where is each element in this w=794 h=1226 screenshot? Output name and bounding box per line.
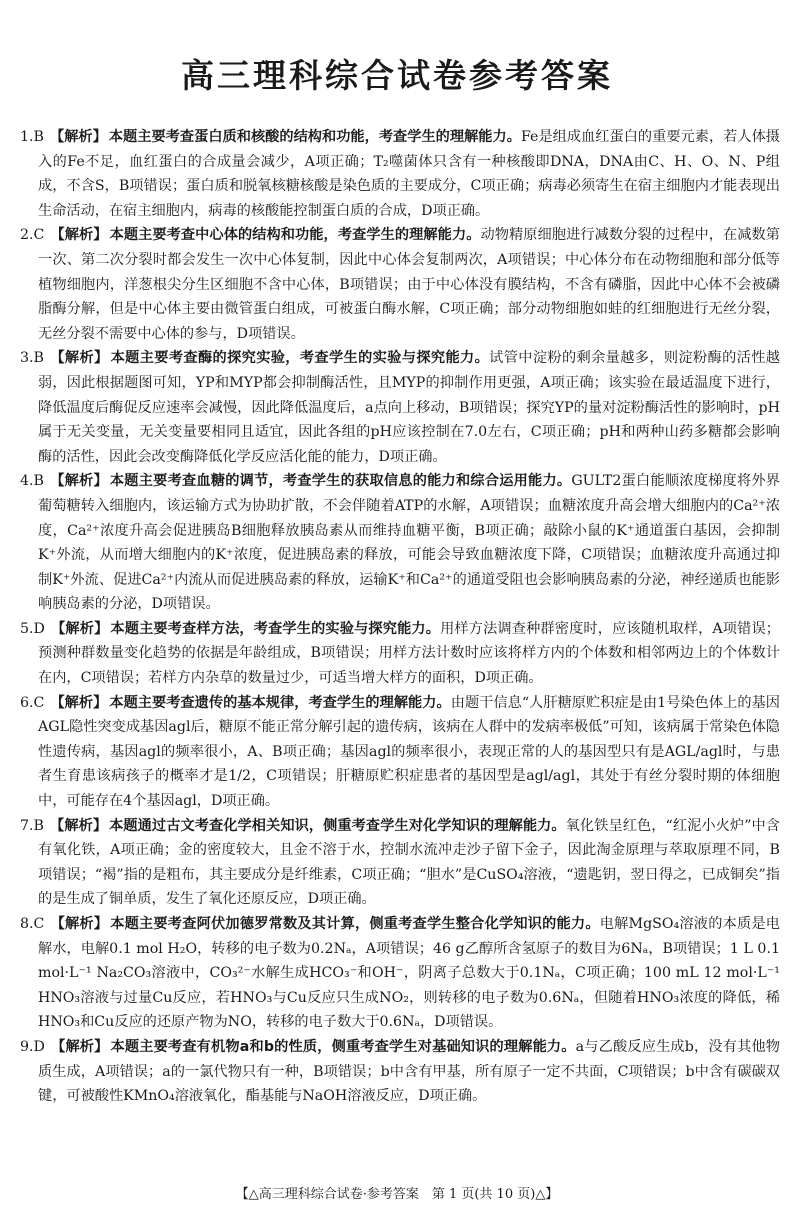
answer-number: 7.B (20, 817, 44, 834)
answer-item-3 (20, 346, 780, 469)
analysis-body: GULT2蛋白能顺浓度梯度将外界葡萄糖转入细胞内，该运输方式为协助扩散，不会伴随着ATP的水解，A项错误；血糖浓度升高会增大细胞内的Ca²⁺浓度，Ca²⁺浓度升高会促进胰岛B细胞释放胰岛素从而维持血糖平衡，B项正确；敲除小鼠的K⁺通道蛋白基因，会抑制K⁺外流，从而增大细胞内的K⁺浓度，促进胰岛素的释放，可能会导致血糖浓度下降，C项错误；血糖浓度升高通过抑制K⁺外流、促进Ca²⁺内流从而促进胰岛素的释放，运输K⁺和Ca²⁺的通道受阻也会影响胰岛素的分泌，神经递质也能影响胰岛素的分泌，D项错误。 (38, 473, 780, 613)
answer-number: 3.B (20, 350, 44, 367)
analysis-tag: 【解析】 (50, 227, 108, 244)
analysis-body: 动物精原细胞进行减数分裂的过程中，在减数第一次、第二次分裂时都会发生一次中心体复制，因此中心体会复制两次，A项错误；中心体分布在动物细胞和部分低等植物细胞内，洋葱根尖分生区细胞不含中心体，B项错误；由于中心体没有膜结构，不含有磷脂，因此中心体不会被磷脂酶分解，但是中心体主要由微管蛋白组成，可被蛋白酶水解，C项正确；部分动物细胞如蛙的红细胞进行无丝分裂，无丝分裂不需要中心体的参与，D项错误。 (38, 227, 780, 342)
answer-item-8 (20, 912, 780, 1035)
analysis-body: 由题干信息“人肝糖原贮积症是由1号染色体上的基因AGL隐性突变成基因agl后，糖原不能正常分解引起的遗传病，该病在人群中的发病率极低”可知，该病属于常染色体隐性遗传病，基因agl的频率很小，A、B项正确；基因agl的频率很小，表现正常的人的基因型只有是AGL/agl时，与患者生育患该病孩子的概率才是1/2，C项错误；肝糖原贮积症患者的基因型是agl/agl，其处于有丝分裂时期的体细胞中，可能存在4个基因agl，D项正确。 (38, 694, 780, 810)
analysis-tag: 【解析】 (50, 694, 108, 711)
answer-number: 8.C (20, 916, 45, 932)
analysis-lead: 本题通过古文考查化学相关知识，侧重考查学生对化学知识的理解能力。 (109, 817, 566, 834)
analysis-lead: 本题主要考查样方法，考查学生的实验与探究能力。 (110, 620, 441, 637)
page-title: 高三理科综合试卷参考答案 (181, 56, 613, 95)
answer-item-9 (20, 1035, 780, 1109)
page-footer (0, 1183, 794, 1202)
analysis-tag: 【解析】 (50, 916, 109, 932)
analysis-lead: 本题主要考查中心体的结构和功能，考查学生的理解能力。 (109, 227, 481, 244)
analysis-lead: 本题主要考查血糖的调节，考查学生的获取信息的能力和综合运用能力。 (109, 473, 572, 490)
answer-item-4 (20, 469, 780, 617)
analysis-lead: 本题主要考查有机物a和b的性质，侧重考查学生对基础知识的理解能力。 (110, 1038, 576, 1055)
answer-item-1 (20, 125, 780, 223)
answer-item-2 (20, 223, 780, 346)
analysis-lead: 本题主要考查遗传的基本规律，考查学生的理解能力。 (109, 694, 451, 711)
analysis-lead: 本题主要考查蛋白质和核酸的结构和功能，考查学生的理解能力。 (108, 129, 521, 145)
footer-left-mark: 【△ (235, 1187, 259, 1202)
analysis-lead: 本题主要考查酶的探究实验，考查学生的实验与探究能力。 (110, 350, 490, 367)
analysis-body: 用样方法调查种群密度时，应该随机取样，A项错误；预测种群数量变化趋势的依据是年龄组成，B项错误；用样方法计数时应该将样方内的个体数和相邻两边上的个体数计在内，C项错误；若样方内杂草的数量过少，可适当增大样方的面积，D项正确。 (38, 620, 780, 687)
analysis-tag: 【解析】 (49, 129, 107, 145)
footer-text: 高三理科综合试卷·参考答案 第 1 页(共 10 页) (258, 1187, 536, 1202)
answer-item-6 (20, 691, 780, 814)
answer-number: 5.D (20, 620, 45, 637)
answer-number: 4.B (20, 473, 44, 490)
analysis-body: 试管中淀粉的剩余量越多，则淀粉酶的活性越弱，因此根据题图可知，YP和MYP都会抑制酶活性，且MYP的抑制作用更强，A项正确；该实验在最适温度下进行，降低温度后酶促反应速率会减慢，因此降低温度后，a点向上移动，B项错误；探究YP的量对淀粉酶活性的影响时，pH属于无关变量，无关变量要相同且适宜，因此各组的pH应该控制在7.0左右，C项正确；pH和两种山药多糖都会影响酶的活性，因此会改变酶降低化学反应活化能的能力，D项正确。 (38, 350, 780, 465)
analysis-tag: 【解析】 (49, 817, 108, 834)
answer-list (20, 125, 780, 1109)
analysis-body: 氧化铁呈红色，“红泥小火炉”中含有氧化铁，A项正确；金的密度较大，且金不溶于水，控制水流冲走沙子留下金子，因此淘金原理与萃取原理不同，B项错误；“褐”指的是粗布，其主要成分是纤维素，C项正确；“胆水”是CuSO₄溶液，“遗匙钥，翌日得之，已成铜矣”指的是生成了铜单质，发生了氧化还原反应，D项正确。 (38, 817, 780, 908)
answer-item-7 (20, 814, 780, 912)
analysis-lead: 本题主要考查阿伏加德罗常数及其计算，侧重考查学生整合化学知识的能力。 (110, 916, 600, 932)
answer-number: 6.C (20, 694, 45, 711)
analysis-tag: 【解析】 (49, 473, 108, 490)
analysis-tag: 【解析】 (49, 350, 109, 367)
analysis-body: 电解MgSO₄溶液的本质是电解水，电解0.1 mol H₂O，转移的电子数为0.2Nₐ，A项错误；46 g乙醇所含氢原子的数目为6Nₐ，B项错误；1 L 0.1 mol·L⁻¹ Na₂CO₃溶液中，CO₃²⁻水解生成HCO₃⁻和OH⁻，阴离子总数大于0.1Nₐ，C项正确；100 mL 12 mol·L⁻¹ HNO₃溶液与过量Cu反应，若HNO₃与Cu反应只生成NO₂，则转移的电子数为0.6Nₐ，但随着HNO₃浓度的降低，稀HNO₃和Cu反应的还原产物为NO，转移的电子数大于0.6Nₐ，D项错误。 (38, 916, 780, 1031)
answer-number: 2.C (20, 227, 45, 244)
analysis-body: a与乙酸反应生成b，没有其他物质生成，A项错误；a的一氯代物只有一种，B项错误；b中含有甲基，所有原子一定不共面，C项错误；b中含有碳碳双键，可被酸性KMnO₄溶液氧化，酯基能与NaOH溶液反应，D项正确。 (38, 1038, 780, 1105)
answer-item-5 (20, 617, 780, 691)
answer-number: 1.B (20, 129, 44, 145)
analysis-tag: 【解析】 (50, 620, 109, 637)
analysis-tag: 【解析】 (50, 1038, 109, 1055)
footer-right-mark: △】 (535, 1187, 559, 1202)
analysis-body: Fe是组成血红蛋白的重要元素，若人体摄入的Fe不足，血红蛋白的合成量会减少，A项正确；T₂噬菌体只含有一种核酸即DNA，DNA由C、H、O、N、P组成，不含S，B项错误；蛋白质和脱氧核糖核酸是染色质的主要成分，C项正确；病毒必须寄生在宿主细胞内才能表现出生命活动，在宿主细胞内，病毒的核酸能控制蛋白质的合成，D项正确。 (38, 129, 780, 219)
answer-number: 9.D (20, 1038, 45, 1055)
